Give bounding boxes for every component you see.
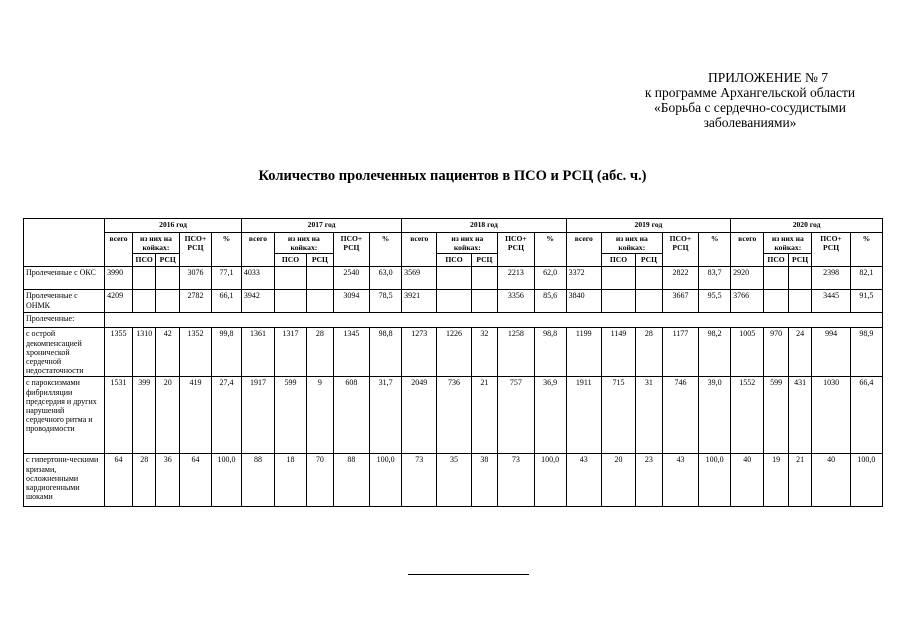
table-cell: 1005 (731, 328, 764, 377)
table-cell: 82,1 (850, 267, 882, 290)
col-beds-header: из них на койках: (132, 233, 179, 254)
table-cell: 3942 (241, 290, 274, 313)
table-row (24, 377, 883, 454)
table-cell: 1917 (241, 377, 274, 454)
table-cell (788, 290, 812, 313)
patients-table (23, 218, 883, 507)
col-total-header: всего (402, 233, 437, 267)
row-label: Пролеченные с ОКС (24, 267, 105, 290)
table-cell: 1911 (566, 377, 601, 454)
col-pct-header: % (211, 233, 241, 267)
header-row-columns (24, 233, 883, 254)
col-total-header: всего (241, 233, 274, 267)
table-cell (601, 267, 635, 290)
col-rsc-header: РСЦ (788, 254, 812, 267)
col-total-header: всего (731, 233, 764, 267)
table-cell: 100,0 (699, 454, 731, 507)
table-cell (156, 290, 180, 313)
year-header: 2017 год (241, 219, 401, 233)
table-cell: 38 (471, 454, 498, 507)
table-cell: 3445 (812, 290, 850, 313)
table-cell: 18 (275, 454, 307, 507)
table-cell: 24 (788, 328, 812, 377)
col-beds-header: из них на койках: (764, 233, 812, 254)
table-cell: 1177 (662, 328, 698, 377)
table-cell: 3356 (498, 290, 534, 313)
row-label: с пароксизмами фибрилляции предсердия и других нарушений сердечного ритма и проводимости (24, 377, 105, 454)
table-cell: 2920 (731, 267, 764, 290)
col-beds-header: из них на койках: (601, 233, 662, 254)
col-rsc-header: РСЦ (307, 254, 334, 267)
row-label: с острой декомпенсацией хронической сердечной недостаточности (24, 328, 105, 377)
table-cell: 100,0 (370, 454, 402, 507)
table-cell: 746 (662, 377, 698, 454)
table-cell: 4033 (241, 267, 274, 290)
col-pso-header: ПСО (437, 254, 471, 267)
table-cell: 1258 (498, 328, 534, 377)
table-cell (471, 290, 498, 313)
table-cell: 63,0 (370, 267, 402, 290)
table-cell: 66,4 (850, 377, 882, 454)
table-cell: 3990 (105, 267, 133, 290)
table-cell: 3667 (662, 290, 698, 313)
col-sum-header: ПСО+ РСЦ (333, 233, 369, 267)
col-total-header: всего (105, 233, 133, 267)
table-cell: 1355 (105, 328, 133, 377)
table-cell: 88 (241, 454, 274, 507)
table-cell: 21 (471, 377, 498, 454)
table-cell: 1226 (437, 328, 471, 377)
table-cell: 1352 (179, 328, 211, 377)
table-cell: 2049 (402, 377, 437, 454)
table-cell (132, 267, 156, 290)
table-cell: 88 (333, 454, 369, 507)
table-cell: 98,2 (699, 328, 731, 377)
table-cell: 1317 (275, 328, 307, 377)
table-cell: 715 (601, 377, 635, 454)
table-cell: 3372 (566, 267, 601, 290)
appendix-line-2: к программе Архангельской области (644, 85, 856, 100)
table-cell (788, 267, 812, 290)
table-cell: 99,8 (211, 328, 241, 377)
table-row (24, 328, 883, 377)
table-cell: 3076 (179, 267, 211, 290)
table-cell: 21 (788, 454, 812, 507)
col-rsc-header: РСЦ (156, 254, 180, 267)
col-sum-header: ПСО+ РСЦ (662, 233, 698, 267)
row-label: Пролеченные с ОНМК (24, 290, 105, 313)
table-cell: 78,5 (370, 290, 402, 313)
year-header: 2020 год (731, 219, 883, 233)
table-cell: 9 (307, 377, 334, 454)
table-cell (437, 267, 471, 290)
table-cell (636, 267, 663, 290)
table-cell: 1552 (731, 377, 764, 454)
table-cell: 32 (471, 328, 498, 377)
table-cell: 28 (636, 328, 663, 377)
table-cell (636, 290, 663, 313)
col-pso-header: ПСО (275, 254, 307, 267)
table-cell: 608 (333, 377, 369, 454)
table-cell (275, 290, 307, 313)
year-header: 2019 год (566, 219, 731, 233)
table-cell: 66,1 (211, 290, 241, 313)
header-corner (24, 219, 105, 267)
table-cell (307, 267, 334, 290)
col-pct-header: % (534, 233, 566, 267)
table-cell: 3921 (402, 290, 437, 313)
table-cell: 77,1 (211, 267, 241, 290)
col-sum-header: ПСО+ РСЦ (179, 233, 211, 267)
table-row (24, 267, 883, 290)
document-title: Количество пролеченных пациентов в ПСО и РСЦ (абс. ч.) (258, 168, 647, 184)
table-cell: 599 (275, 377, 307, 454)
table-cell: 64 (105, 454, 133, 507)
appendix-line-1: ПРИЛОЖЕНИЕ № 7 (707, 70, 828, 85)
table-cell: 100,0 (211, 454, 241, 507)
table-cell: 1531 (105, 377, 133, 454)
table-cell: 91,5 (850, 290, 882, 313)
table-cell: 3840 (566, 290, 601, 313)
table-cell: 1361 (241, 328, 274, 377)
table-cell (132, 290, 156, 313)
col-pso-header: ПСО (601, 254, 635, 267)
table-cell: 1273 (402, 328, 437, 377)
table-cell: 98,8 (370, 328, 402, 377)
table-cell: 98,8 (534, 328, 566, 377)
table-cell: 1030 (812, 377, 850, 454)
table-cell: 757 (498, 377, 534, 454)
row-label: с гипертони-ческими кризами, осложненными кардиогенными шоками (24, 454, 105, 507)
col-rsc-header: РСЦ (636, 254, 663, 267)
table-cell: 36,9 (534, 377, 566, 454)
table-cell: 1199 (566, 328, 601, 377)
col-rsc-header: РСЦ (471, 254, 498, 267)
col-pct-header: % (699, 233, 731, 267)
table-cell (275, 267, 307, 290)
col-beds-header: из них на койках: (275, 233, 334, 254)
footer-rule (408, 574, 529, 575)
table-cell: 2213 (498, 267, 534, 290)
col-pso-header: ПСО (132, 254, 156, 267)
table-cell: 2540 (333, 267, 369, 290)
table-cell: 3569 (402, 267, 437, 290)
col-pct-header: % (370, 233, 402, 267)
col-pct-header: % (850, 233, 882, 267)
table-cell: 40 (731, 454, 764, 507)
table-cell: 19 (764, 454, 789, 507)
table-cell: 95,5 (699, 290, 731, 313)
table-cell: 85,6 (534, 290, 566, 313)
table-cell: 39,0 (699, 377, 731, 454)
table-cell (471, 267, 498, 290)
year-header: 2016 год (105, 219, 242, 233)
table-cell: 399 (132, 377, 156, 454)
table-cell: 100,0 (850, 454, 882, 507)
table-cell-empty (105, 313, 883, 328)
table-cell: 73 (498, 454, 534, 507)
table-cell: 2398 (812, 267, 850, 290)
table-cell: 98,9 (850, 328, 882, 377)
table-cell: 599 (764, 377, 789, 454)
col-sum-header: ПСО+ РСЦ (498, 233, 534, 267)
table-cell: 28 (307, 328, 334, 377)
table-row (24, 313, 883, 328)
table-cell: 40 (812, 454, 850, 507)
table-cell: 4209 (105, 290, 133, 313)
table-cell: 20 (156, 377, 180, 454)
year-header: 2018 год (402, 219, 567, 233)
table-row (24, 454, 883, 507)
table-cell: 31,7 (370, 377, 402, 454)
table-cell: 3766 (731, 290, 764, 313)
row-label: Пролеченные: (24, 313, 105, 328)
table-cell: 23 (636, 454, 663, 507)
table-cell: 431 (788, 377, 812, 454)
table-cell: 20 (601, 454, 635, 507)
table-cell: 1345 (333, 328, 369, 377)
table-cell: 31 (636, 377, 663, 454)
table-cell: 35 (437, 454, 471, 507)
table-cell: 64 (179, 454, 211, 507)
table-cell: 36 (156, 454, 180, 507)
table-cell: 100,0 (534, 454, 566, 507)
appendix-line-4: заболеваниями» (703, 115, 797, 130)
table-cell (307, 290, 334, 313)
table-cell: 1310 (132, 328, 156, 377)
table-cell: 62,0 (534, 267, 566, 290)
table-cell: 73 (402, 454, 437, 507)
table-cell (156, 267, 180, 290)
table-cell: 43 (662, 454, 698, 507)
table-cell: 2782 (179, 290, 211, 313)
table-cell: 1149 (601, 328, 635, 377)
table-cell: 42 (156, 328, 180, 377)
table-cell: 994 (812, 328, 850, 377)
header-row-years (24, 219, 883, 233)
table-cell: 419 (179, 377, 211, 454)
table-cell (764, 267, 789, 290)
table-cell: 28 (132, 454, 156, 507)
table-cell (437, 290, 471, 313)
appendix-line-3: «Борьба с сердечно-сосудистыми (654, 100, 846, 115)
table-cell (764, 290, 789, 313)
table-cell: 83,7 (699, 267, 731, 290)
table-cell: 736 (437, 377, 471, 454)
table-cell: 70 (307, 454, 334, 507)
appendix-header (620, 70, 880, 130)
table-row (24, 290, 883, 313)
col-total-header: всего (566, 233, 601, 267)
table-cell: 27,4 (211, 377, 241, 454)
col-sum-header: ПСО+ РСЦ (812, 233, 850, 267)
table-cell (601, 290, 635, 313)
table-cell: 43 (566, 454, 601, 507)
table-cell: 3094 (333, 290, 369, 313)
table-cell: 2822 (662, 267, 698, 290)
col-pso-header: ПСО (764, 254, 789, 267)
table-cell: 970 (764, 328, 789, 377)
col-beds-header: из них на койках: (437, 233, 498, 254)
